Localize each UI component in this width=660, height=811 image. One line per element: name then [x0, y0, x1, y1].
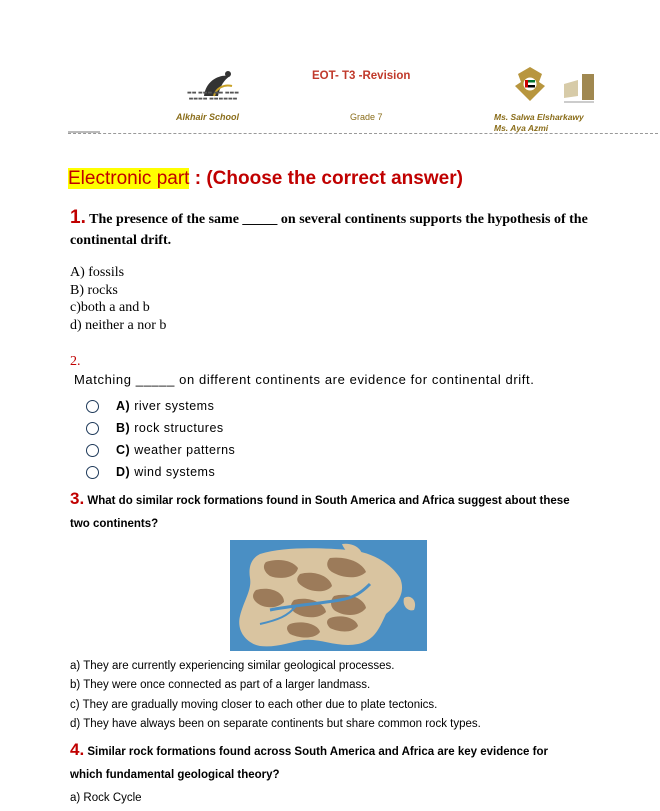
q3-option-c[interactable]: c) They are gradually moving closer to each other due to plate tectonics. — [70, 698, 438, 711]
ministry-logo-icon — [560, 70, 600, 106]
question-1-text: The presence of the same _____ on several continents supports the hypothesis of the continental drift. — [70, 212, 588, 248]
q2-option-c[interactable] — [86, 441, 235, 459]
q1-option-b[interactable]: B) rocks — [70, 282, 118, 298]
option-text: weather patterns — [134, 443, 236, 457]
question-3 — [70, 487, 570, 536]
pangaea-rock-formations-map — [230, 540, 427, 651]
option-letter: C) — [116, 443, 131, 457]
question-1-options — [70, 264, 166, 334]
grade-label: Grade 7 — [350, 112, 383, 122]
question-1-number: 1. — [70, 207, 86, 228]
radio-button[interactable] — [86, 400, 99, 413]
q3-option-b[interactable]: b) They were once connected as part of a larger landmass. — [70, 679, 371, 692]
section-instruction: (Choose the correct answer) — [206, 168, 463, 189]
q3-option-d[interactable]: d) They have always been on separate continents but share common rock types. — [70, 717, 481, 730]
question-2-text: Matching _____ on different continents are evidence for continental drift. — [74, 372, 535, 387]
uae-emblem-icon — [512, 64, 548, 104]
question-3-options — [70, 657, 481, 734]
section-heading — [68, 168, 463, 190]
option-letter: A) — [116, 399, 131, 413]
question-2-number: 2. — [70, 354, 81, 369]
option-letter: D) — [116, 465, 131, 479]
logo-caption-graphic: ▬▬ ▬▬▬ ▬▬ ▬▬▬ ▬▬▬▬ ▬▬▬▬▬▬ — [186, 90, 239, 102]
q1-option-c[interactable]: c)both a and b — [70, 300, 150, 315]
document-title: EOT- T3 -Revision — [312, 70, 411, 82]
option-text: wind systems — [134, 465, 216, 479]
radio-button[interactable] — [86, 444, 99, 457]
q2-option-d[interactable] — [86, 463, 215, 481]
option-text: rock structures — [134, 421, 224, 435]
option-letter: B) — [116, 421, 131, 435]
q1-option-a[interactable]: A) fossils — [70, 265, 125, 280]
option-text: river systems — [134, 399, 215, 413]
q2-option-a[interactable] — [86, 397, 214, 415]
q3-option-a[interactable]: a) They are currently experiencing similar geological processes. — [70, 660, 395, 672]
school-name: Alkhair School — [176, 112, 240, 122]
q2-option-b[interactable] — [86, 419, 224, 437]
question-4-text: Similar rock formations found across South America and Africa are key evidence for which fundamental geological theory? — [70, 746, 548, 781]
question-3-text: What do similar rock formations found in South America and Africa suggest about these two continents? — [70, 495, 570, 530]
question-1 — [70, 207, 590, 251]
teacher-name-2: Ms. Aya Azmi — [494, 123, 549, 133]
teacher-name-1: Ms. Salwa Elsharkawy — [494, 112, 584, 122]
section-label: Electronic part — [68, 168, 190, 189]
q1-option-d[interactable]: d) neither a nor b — [70, 317, 167, 333]
header-divider — [68, 133, 658, 134]
radio-button[interactable] — [86, 466, 99, 479]
q4-option-a[interactable]: a) Rock Cycle — [70, 792, 142, 804]
question-4-number: 4. — [70, 740, 85, 759]
radio-button[interactable] — [86, 422, 99, 435]
question-3-number: 3. — [70, 489, 85, 508]
section-separator: : — [189, 168, 207, 189]
question-4 — [70, 738, 570, 787]
